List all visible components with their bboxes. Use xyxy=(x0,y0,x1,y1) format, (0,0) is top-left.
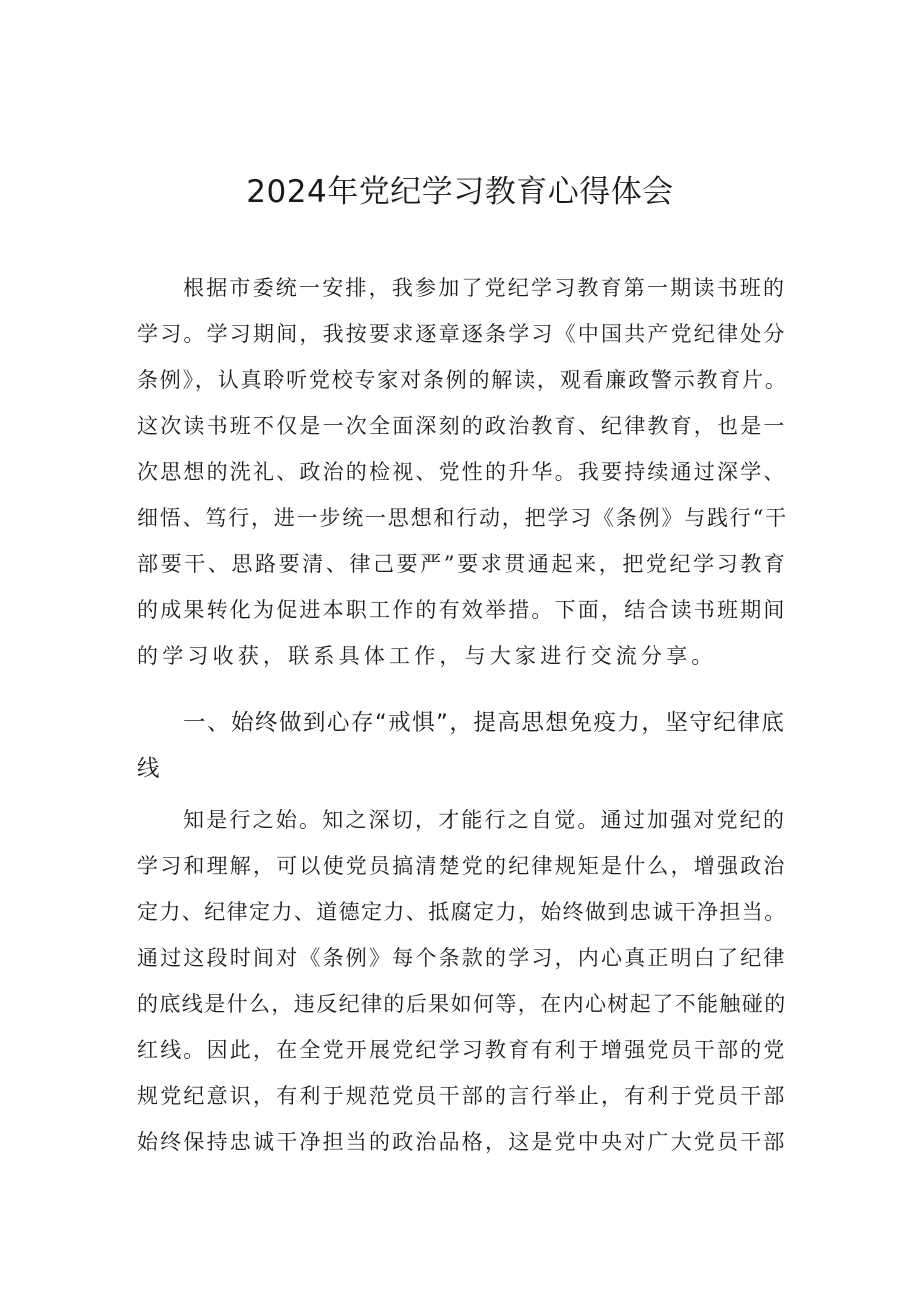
document-title: 2024年党纪学习教育心得体会 xyxy=(246,174,674,210)
paragraph2-line-5: 的底线是什么，违反纪律的后果如何等，在内心树起了不能触碰的 xyxy=(137,992,787,1016)
paragraph2-line-6: 红线。因此，在全党开展党纪学习教育有利于增强党员干部的党 xyxy=(137,1038,787,1062)
paragraph1-line-6: 细悟、笃行，进一步统一思想和行动，把学习《条例》与践行“干 xyxy=(137,506,788,530)
paragraph1-line-5: 次思想的洗礼、政治的检视、党性的升华。我要持续通过深学、 xyxy=(137,460,787,484)
paragraph1-line-2: 学习。学习期间，我按要求逐章逐条学习《中国共产党纪律处分 xyxy=(137,322,787,346)
paragraph2-line-4: 通过这段时间对《条例》每个条款的学习，内心真正明白了纪律 xyxy=(137,946,787,970)
paragraph2-line-3: 定力、纪律定力、道德定力、抵腐定力，始终做到忠诚干净担当。 xyxy=(137,900,787,924)
section-heading-line-1: 一、始终做到心存“戒惧”，提高思想免疫力，坚守纪律底 xyxy=(183,710,786,736)
paragraph1-line-7: 部要干、思路要清、律己要严”要求贯通起来，把党纪学习教育 xyxy=(137,552,788,576)
paragraph2-line-8: 始终保持忠诚干净担当的政治品格，这是党中央对广大党员干部 xyxy=(137,1130,787,1154)
paragraph2-line-7: 规党纪意识，有利于规范党员干部的言行举止，有利于党员干部 xyxy=(137,1084,787,1108)
paragraph2-line-1: 知是行之始。知之深切，才能行之自觉。通过加强对党纪的 xyxy=(183,808,787,832)
paragraph1-line-4: 这次读书班不仅是一次全面深刻的政治教育、纪律教育，也是一 xyxy=(137,414,787,438)
section-heading-line-2: 线 xyxy=(137,756,162,782)
paragraph1-line-8: 的成果转化为促进本职工作的有效举措。下面，结合读书班期间 xyxy=(137,598,787,622)
paragraph1-line-1: 根据市委统一安排，我参加了党纪学习教育第一期读书班的 xyxy=(183,276,787,300)
paragraph1-line-3: 条例》，认真聆听党校专家对条例的解读，观看廉政警示教育片。 xyxy=(137,368,788,392)
paragraph2-line-2: 学习和理解，可以使党员搞清楚党的纪律规矩是什么，增强政治 xyxy=(137,854,787,878)
paragraph1-line-9: 的学习收获，联系具体工作，与大家进行交流分享。 xyxy=(137,644,717,668)
